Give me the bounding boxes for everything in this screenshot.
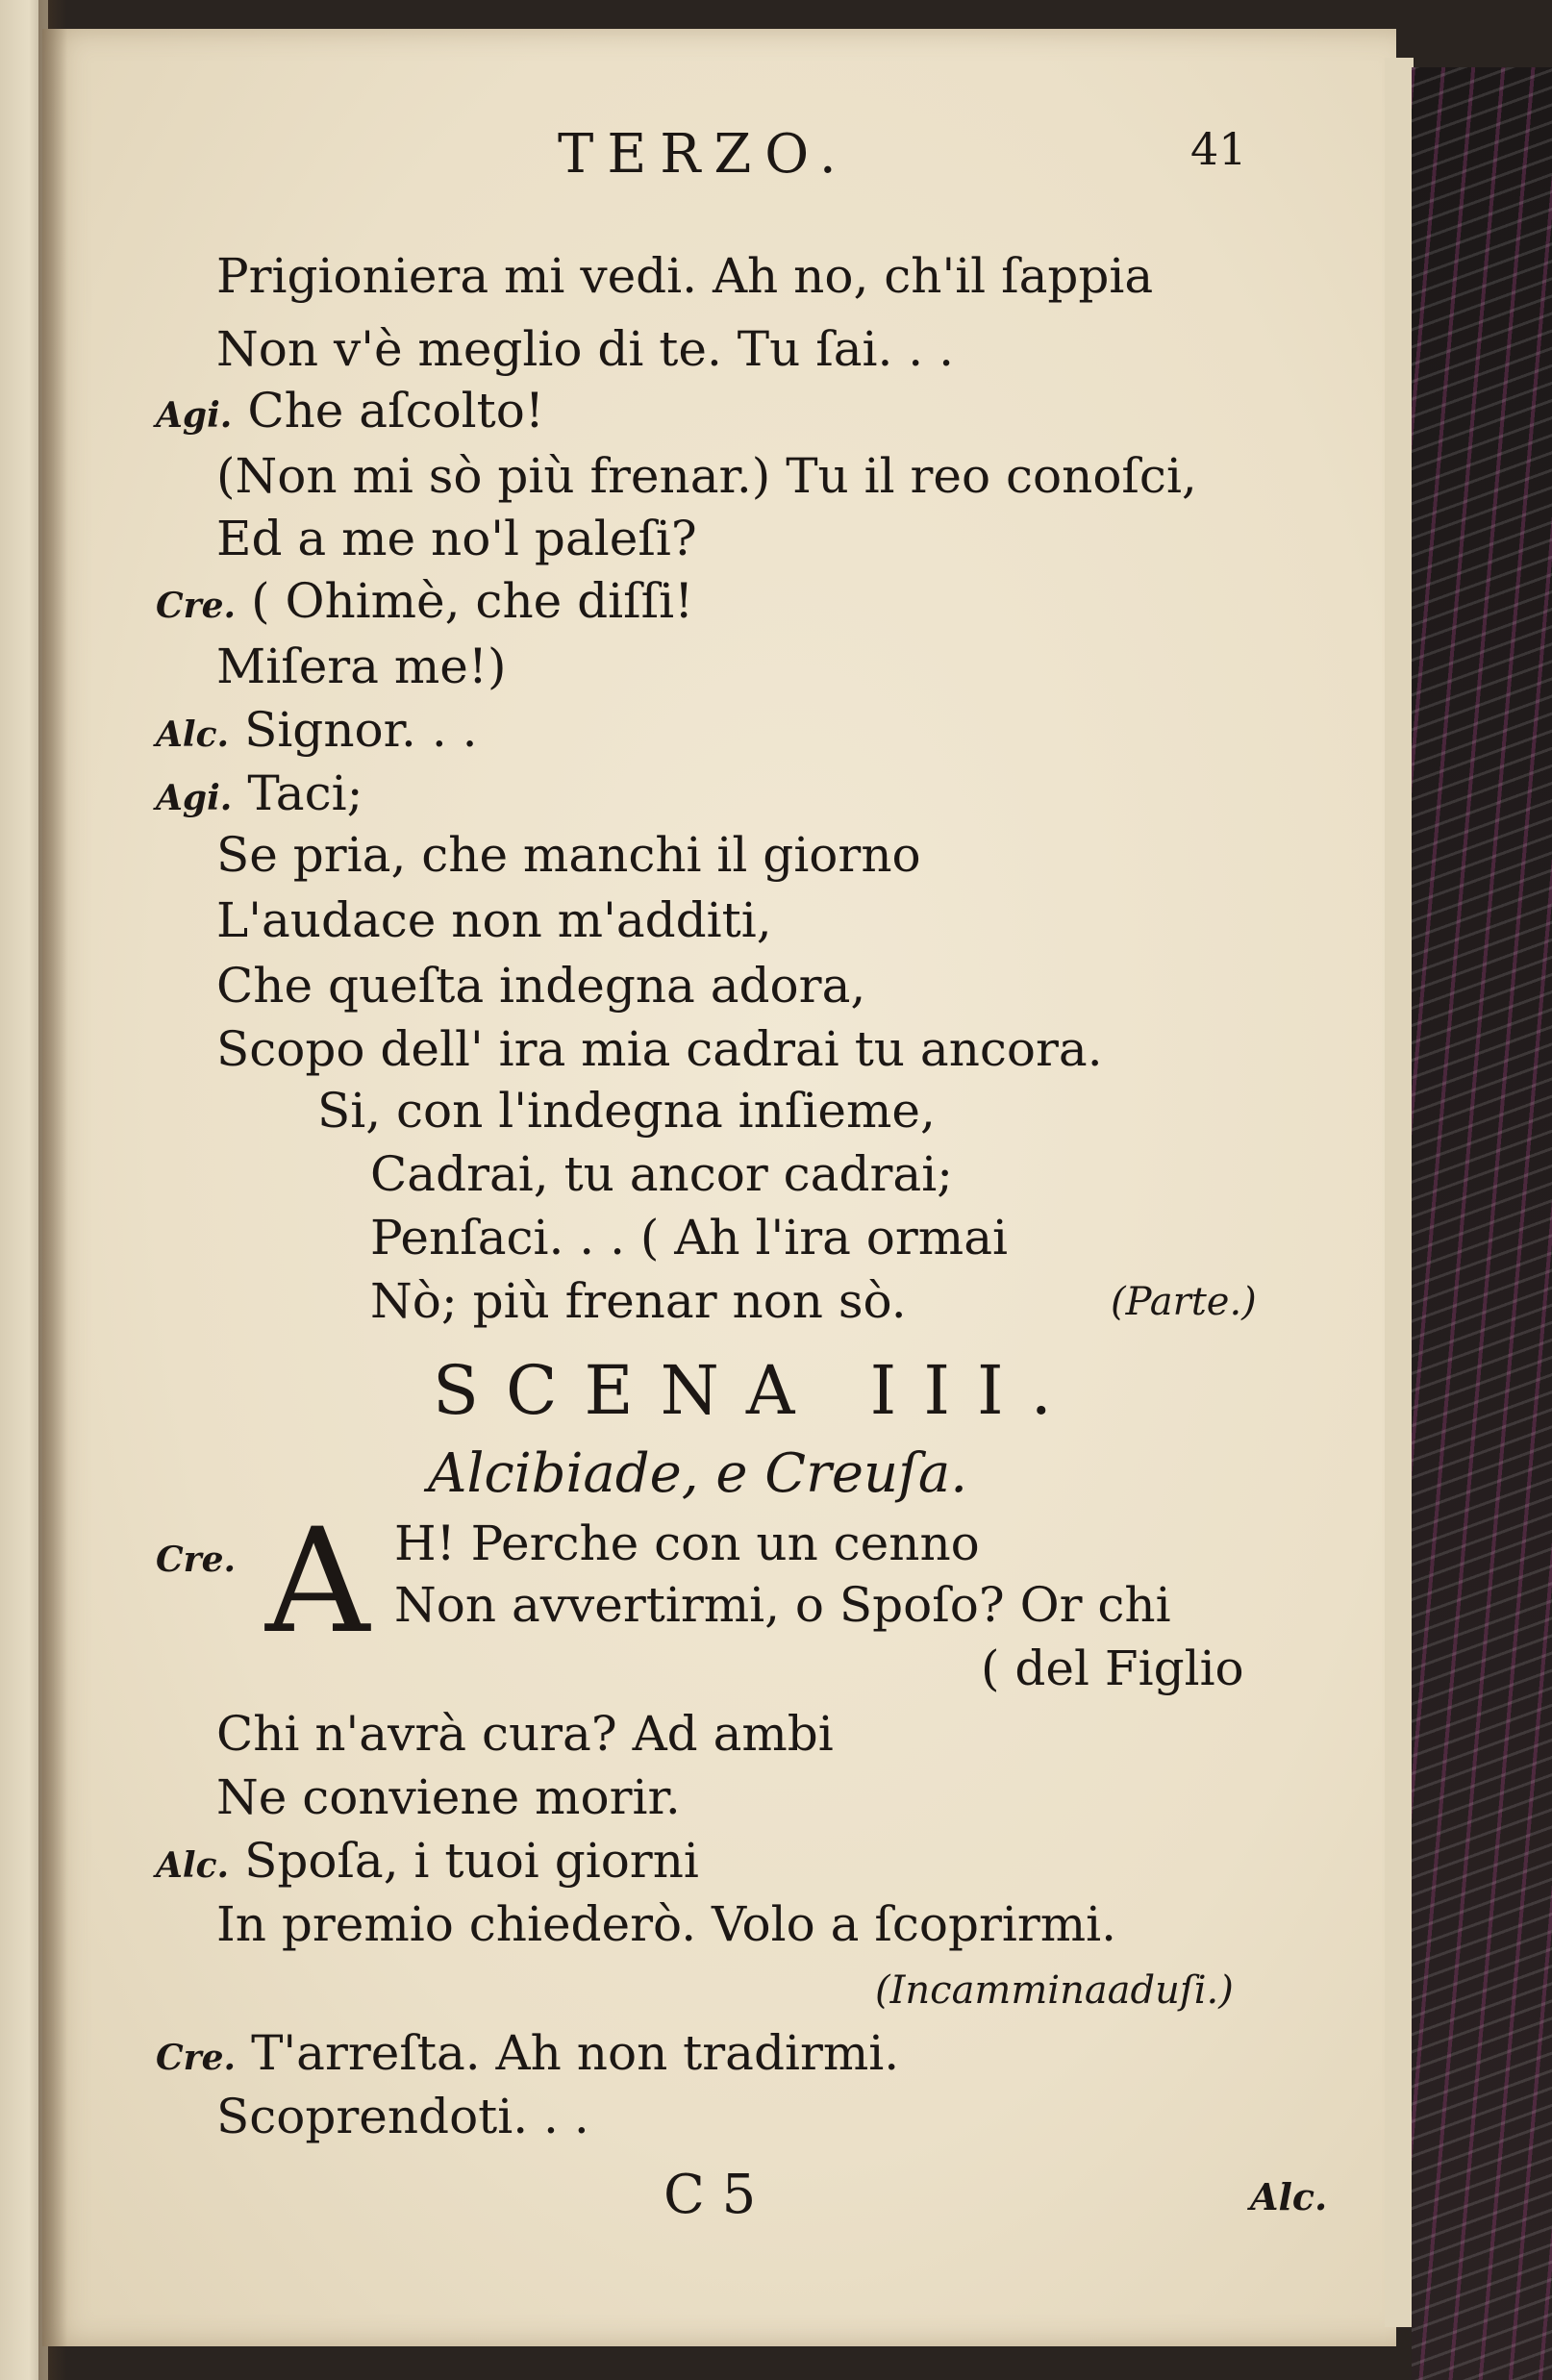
text-line: Ne conviene morir. bbox=[216, 1769, 681, 1825]
drop-cap: A bbox=[265, 1498, 370, 1666]
text-line: Cre. ( Ohimè, che diſſi! bbox=[156, 573, 694, 629]
text-line: Prigioniera mi vedi. Ah no, ch'il ſappia bbox=[216, 248, 1154, 304]
speaker-label: Alc. bbox=[156, 1845, 230, 1886]
text-line bbox=[156, 1531, 251, 1579]
speaker-label: Cre. bbox=[156, 586, 237, 626]
text-line: Alc. Spoſa, i tuoi giorni bbox=[156, 1833, 699, 1889]
signature-mark: C 5 bbox=[663, 2164, 757, 2226]
page-number: 41 bbox=[1190, 123, 1247, 175]
gutter-shadow bbox=[38, 0, 67, 2380]
stage-direction: (Parte.) bbox=[1111, 1280, 1257, 1324]
text-line: Chi n'avrà cura? Ad ambi bbox=[216, 1706, 834, 1762]
text-line: Nò; più frenar non sò. bbox=[370, 1273, 907, 1329]
scene-characters: Alcibiade, e Creuſa. bbox=[428, 1442, 968, 1505]
text-line: Cre. T'arreſta. Ah non tradirmi. bbox=[156, 2025, 900, 2081]
text-line: Miſera me!) bbox=[216, 639, 507, 694]
text-line: Scopo dell' ira mia cadrai tu ancora. bbox=[216, 1021, 1103, 1077]
speaker-label: Cre. bbox=[156, 1540, 237, 1580]
text-line: Che queſta indegna adora, bbox=[216, 958, 866, 1014]
text-line: Agi. Taci; bbox=[156, 765, 363, 821]
speaker-label: Agi. bbox=[156, 395, 233, 436]
text-line: Non v'è meglio di te. Tu ſai. . . bbox=[216, 321, 954, 377]
text-line: H! Perche con un cenno bbox=[394, 1516, 980, 1571]
catchword: Alc. bbox=[1250, 2175, 1328, 2218]
text-line: ( del Figlio bbox=[981, 1641, 1244, 1696]
text-line: Scoprendoti. . . bbox=[216, 2089, 589, 2144]
speaker-label: Cre. bbox=[156, 2038, 237, 2078]
text-line: Se pria, che manchi il giorno bbox=[216, 827, 921, 883]
running-head: TERZO. bbox=[558, 123, 850, 186]
text-line: L'audace non m'additi, bbox=[216, 892, 772, 948]
speaker-label: Alc. bbox=[156, 714, 230, 755]
page-edges bbox=[1385, 58, 1414, 2327]
text-line: Ed a me no'l paleſi? bbox=[216, 511, 697, 566]
text-line: In premio chiederò. Volo a ſcoprirmi. bbox=[216, 1896, 1117, 1952]
text-line: Non avvertirmi, o Spoſo? Or chi bbox=[394, 1577, 1171, 1633]
text-line: Agi. Che aſcolto! bbox=[156, 383, 544, 438]
marbled-cover bbox=[1412, 67, 1552, 2380]
text-line: Penſaci. . . ( Ah l'ira ormai bbox=[370, 1210, 1009, 1265]
stage-direction: (Incamminaaduſi.) bbox=[875, 1968, 1234, 2013]
text-line: (Non mi sò più frenar.) Tu il reo conoſci, bbox=[216, 448, 1197, 504]
scene-title: SCENA III. bbox=[433, 1351, 1079, 1430]
text-line: Alc. Signor. . . bbox=[156, 702, 478, 758]
text-line: Si, con l'indegna inſieme, bbox=[317, 1083, 936, 1139]
text-line: Cadrai, tu ancor cadrai; bbox=[370, 1146, 954, 1202]
speaker-label: Agi. bbox=[156, 778, 233, 818]
